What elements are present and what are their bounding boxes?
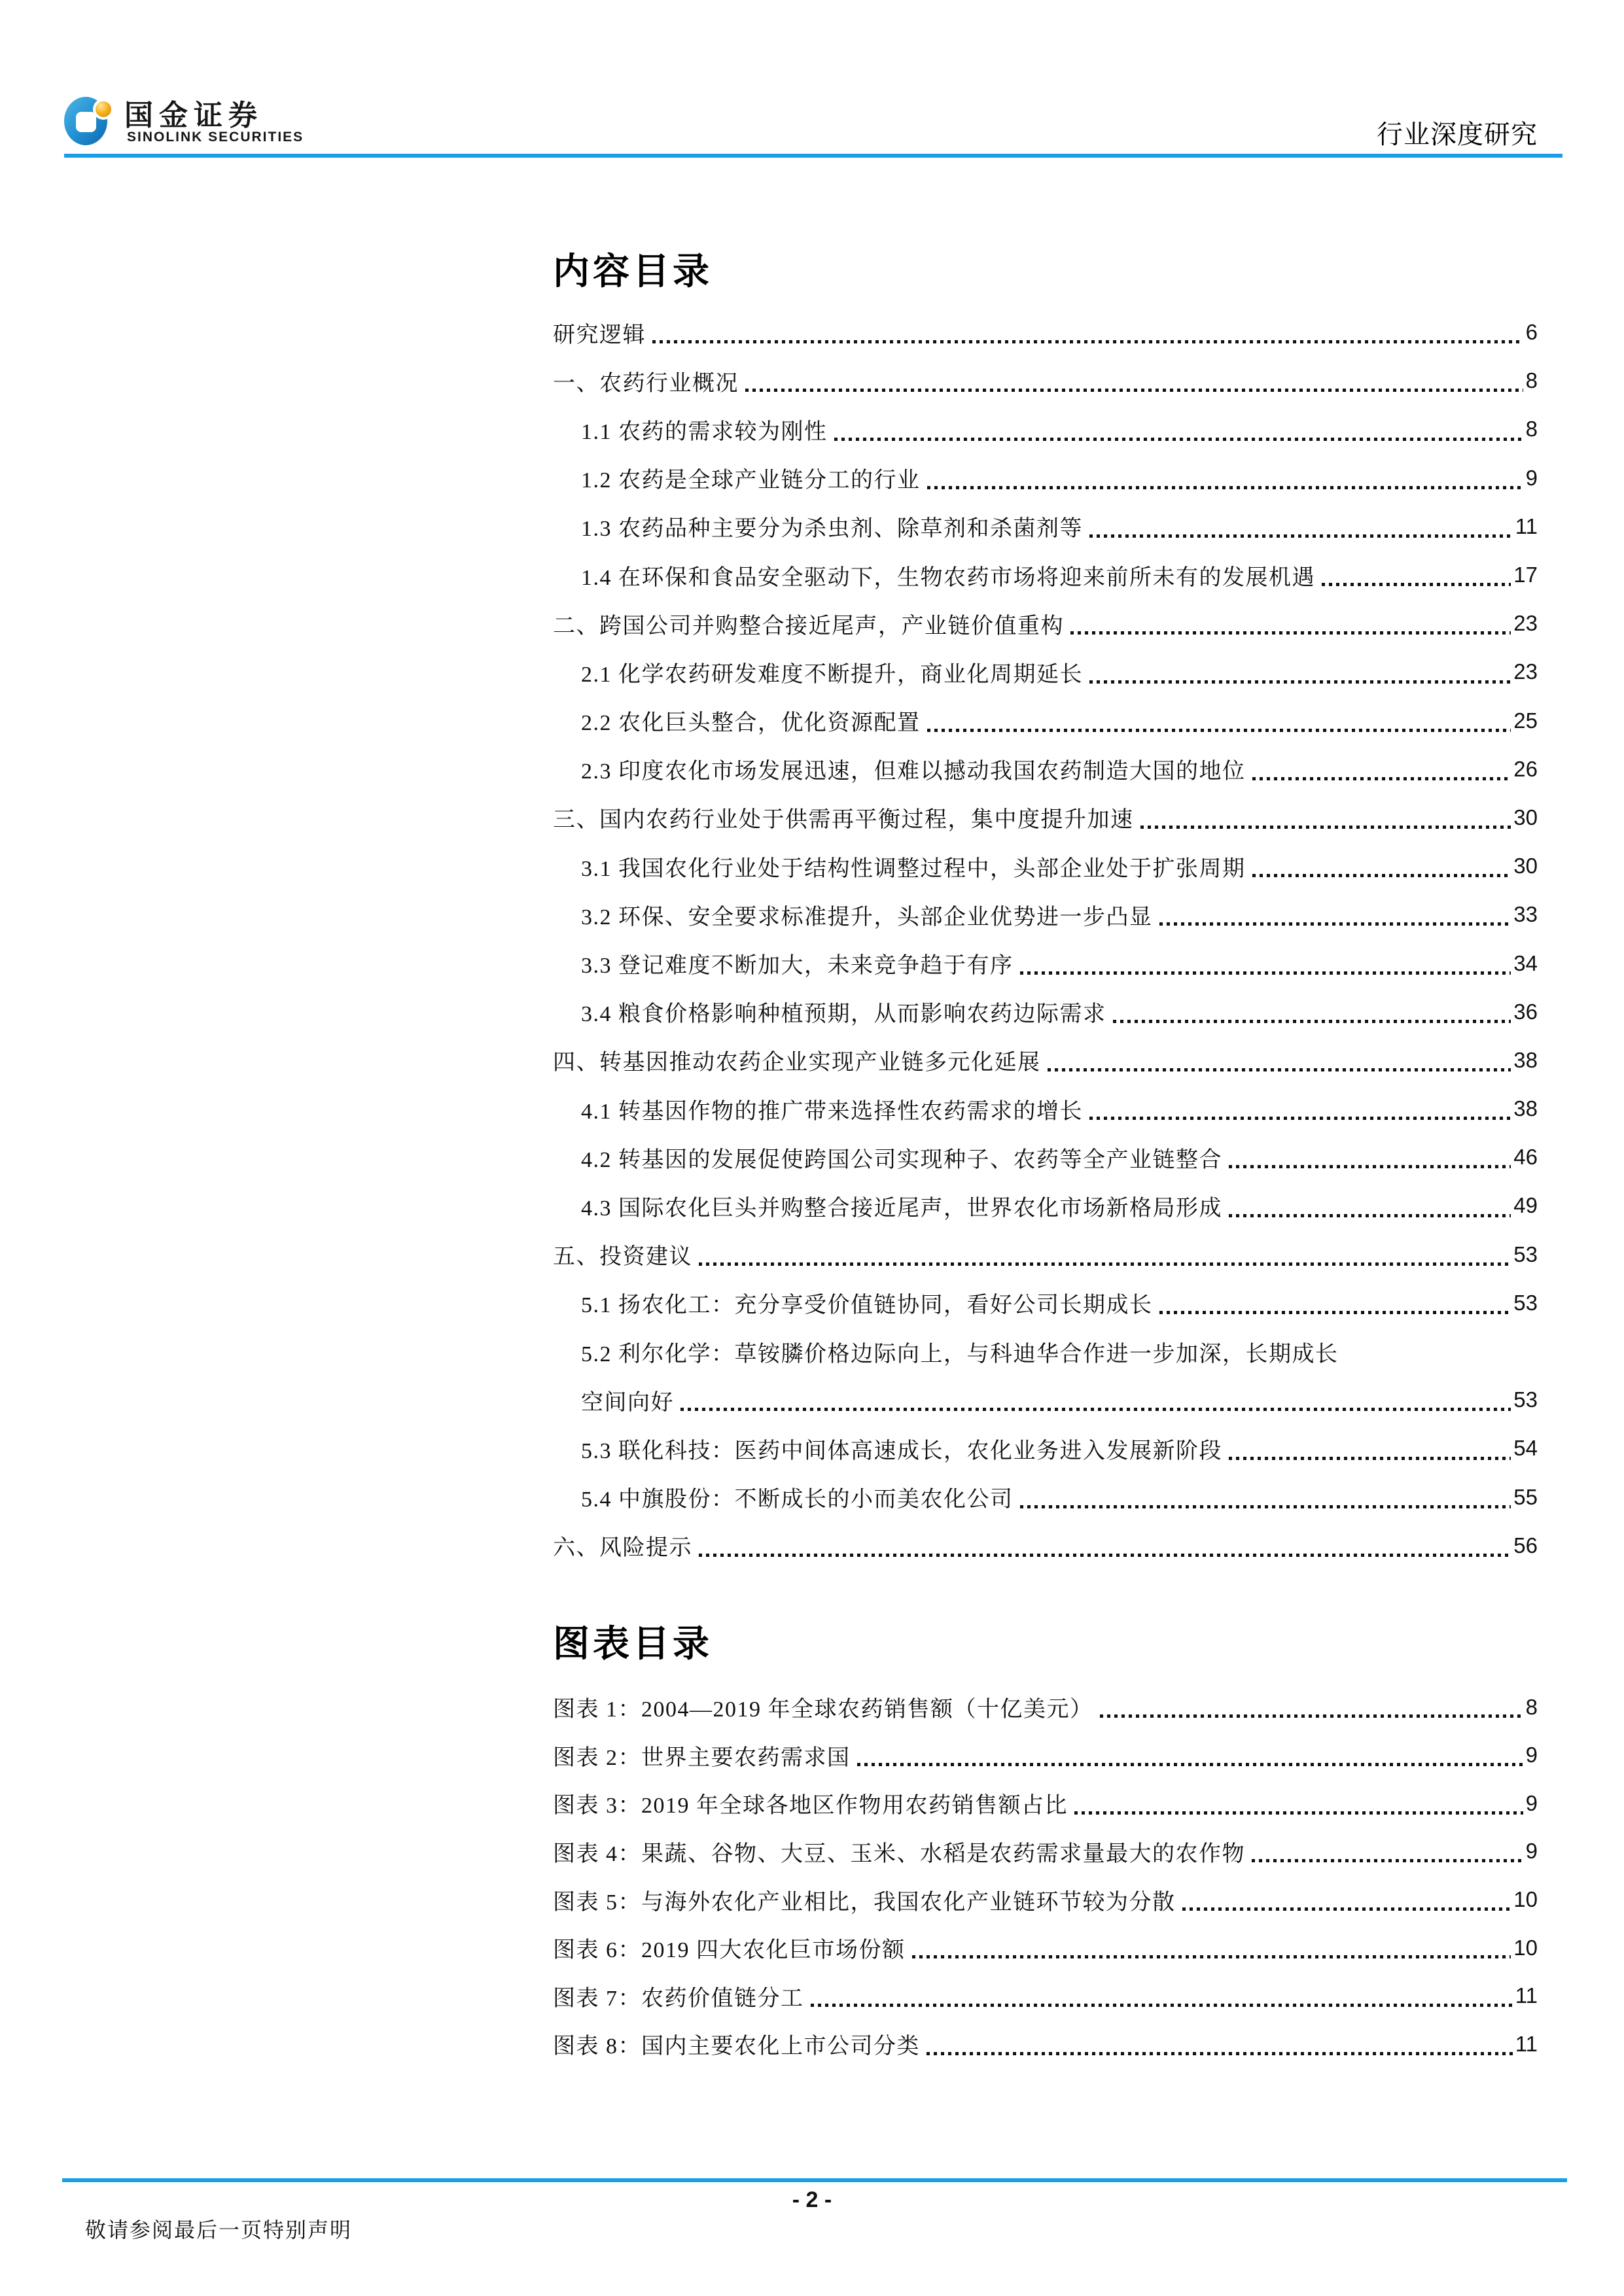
dot-leader-icon: [745, 389, 1523, 392]
toc-entry[interactable]: [553, 2020, 1538, 2068]
toc-entry[interactable]: [553, 1972, 1538, 2020]
toc-entry-page: 53: [1513, 1290, 1538, 1315]
toc-entry-label: 六、风险提示: [553, 1536, 692, 1561]
toc-entry-page: 26: [1513, 756, 1538, 781]
toc-entry[interactable]: [553, 308, 1538, 357]
dot-leader-icon: [1229, 1214, 1511, 1217]
toc-entry-label: 5.1 扬农化工：充分享受价值链协同，看好公司长期成长: [581, 1293, 1153, 1318]
dot-leader-icon: [927, 2052, 1513, 2055]
toc-entry-page: 46: [1513, 1145, 1538, 1170]
toc-entry[interactable]: [553, 1376, 1538, 1424]
toc-entry[interactable]: [553, 1036, 1538, 1085]
toc-entry-page: 23: [1513, 611, 1538, 636]
toc-entry-label: 图表 1：2004—2019 年全球农药销售额（十亿美元）: [553, 1697, 1093, 1722]
toc-entry-page: 6: [1525, 320, 1538, 345]
toc-entry[interactable]: [553, 1085, 1538, 1133]
toc-entry[interactable]: [553, 1683, 1538, 1731]
footer-divider: [62, 2178, 1567, 2182]
dot-leader-icon: [834, 438, 1523, 441]
toc-entry[interactable]: [553, 599, 1538, 648]
toc-entry-page: 11: [1515, 513, 1538, 538]
toc-entry[interactable]: [553, 1424, 1538, 1472]
toc-entry[interactable]: [553, 1875, 1538, 1924]
toc-entry-label: 2.3 印度农化市场发展迅速，但难以撼动我国农药制造大国的地位: [581, 759, 1246, 784]
toc-entry-page: 10: [1513, 1935, 1538, 1960]
toc-entry[interactable]: [553, 793, 1538, 842]
logo-company-name: 国金证券: [124, 99, 263, 131]
toc-entry-label: 图表 2：世界主要农药需求国: [553, 1745, 851, 1770]
dot-leader-icon: [1089, 534, 1513, 538]
toc-entry[interactable]: [553, 1779, 1538, 1828]
dot-leader-icon: [927, 729, 1511, 732]
toc-entry[interactable]: [553, 988, 1538, 1036]
toc-entry-label: 图表 4：果蔬、谷物、大豆、玉米、水稻是农药需求量最大的农作物: [553, 1841, 1245, 1866]
dot-leader-icon: [699, 1554, 1511, 1557]
dot-leader-icon: [1113, 1020, 1511, 1023]
toc-entry-page: 9: [1525, 465, 1538, 490]
toc-entry-label: 2.2 农化巨头整合，优化资源配置: [581, 711, 921, 736]
logo-company-name-en: SINOLINK SECURITIES: [127, 130, 304, 145]
toc-entry[interactable]: [553, 454, 1538, 502]
toc-entry[interactable]: [553, 842, 1538, 890]
toc-entry-page: 10: [1513, 1887, 1538, 1912]
report-category: 行业深度研究: [1377, 120, 1538, 149]
toc-entry-label: 图表 8：国内主要农化上市公司分类: [553, 2034, 920, 2059]
toc-entry-label: 五、投资建议: [553, 1245, 692, 1270]
dot-leader-icon: [1074, 1811, 1523, 1815]
toc-entry[interactable]: [553, 939, 1538, 987]
dot-leader-icon: [857, 1763, 1523, 1766]
toc-entry[interactable]: [553, 1181, 1538, 1230]
toc-entry-page: 54: [1513, 1436, 1538, 1461]
dot-leader-icon: [1100, 1714, 1523, 1718]
dot-leader-icon: [1089, 680, 1511, 684]
dot-leader-icon: [1322, 583, 1511, 586]
header-divider: [64, 154, 1562, 158]
toc-entry[interactable]: [553, 1731, 1538, 1779]
toc-entry-label: 二、跨国公司并购整合接近尾声，产业链价值重构: [553, 614, 1064, 638]
toc-entry-page: 49: [1513, 1193, 1538, 1218]
dot-leader-icon: [1229, 1165, 1511, 1168]
dot-leader-icon: [1252, 1859, 1523, 1862]
toc-entry[interactable]: [553, 1327, 1538, 1376]
dot-leader-icon: [1089, 1117, 1511, 1120]
toc-entry-label: 一、农药行业概况: [553, 371, 739, 396]
toc-entry-label: 1.1 农药的需求较为刚性: [581, 419, 828, 444]
toc-entry-page: 25: [1513, 708, 1538, 733]
dot-leader-icon: [1252, 777, 1511, 780]
toc-entry[interactable]: [553, 502, 1538, 551]
toc-entry-page: 30: [1513, 805, 1538, 829]
toc-entry-label: 5.3 联化科技：医药中间体高速成长，农化业务进入发展新阶段: [581, 1438, 1222, 1463]
toc-entry-label: 4.1 转基因作物的推广带来选择性农药需求的增长: [581, 1099, 1083, 1124]
sinolink-logo-icon: [64, 96, 116, 147]
toc-entry[interactable]: [553, 1473, 1538, 1522]
toc-entry-page: 38: [1513, 1047, 1538, 1072]
toc-entry[interactable]: [553, 1522, 1538, 1570]
toc-entry[interactable]: [553, 1230, 1538, 1279]
toc-list: [553, 308, 1538, 1570]
toc-entry-page: 55: [1513, 1484, 1538, 1509]
toc-entry[interactable]: [553, 745, 1538, 793]
footer-disclaimer: 敬请参阅最后一页特别声明: [85, 2218, 353, 2242]
dot-leader-icon: [1020, 1505, 1511, 1508]
dot-leader-icon: [1048, 1068, 1511, 1071]
toc-entry-page: 8: [1525, 417, 1538, 442]
dot-leader-icon: [1070, 631, 1511, 635]
toc-entry[interactable]: [553, 357, 1538, 405]
dot-leader-icon: [811, 2004, 1513, 2007]
dot-leader-icon: [1020, 971, 1511, 975]
dot-leader-icon: [912, 1955, 1511, 1958]
toc-entry-label: 图表 3：2019 年全球各地区作物用农药销售额占比: [553, 1794, 1068, 1818]
dot-leader-icon: [1140, 826, 1511, 829]
toc-entry-page: 9: [1525, 1839, 1538, 1864]
figures-title: 图表目录: [553, 1624, 713, 1665]
toc-entry[interactable]: [553, 1924, 1538, 1972]
dot-leader-icon: [927, 486, 1523, 489]
toc-entry-label: 3.3 登记难度不断加大，未来竞争趋于有序: [581, 954, 1014, 979]
toc-entry[interactable]: [553, 551, 1538, 599]
toc-entry-label: 图表 7：农药价值链分工: [553, 1986, 804, 2011]
toc-entry-label: 1.3 农药品种主要分为杀虫剂、除草剂和杀菌剂等: [581, 517, 1083, 542]
toc-entry-page: 9: [1525, 1743, 1538, 1767]
toc-entry-page: 33: [1513, 902, 1538, 927]
dot-leader-icon: [1229, 1457, 1511, 1460]
toc-entry-label: 3.4 粮食价格影响种植预期，从而影响农药边际需求: [581, 1002, 1106, 1027]
toc-entry-page: 11: [1515, 2031, 1538, 2056]
toc-entry[interactable]: [553, 890, 1538, 939]
toc-entry-label: 4.3 国际农化巨头并购整合接近尾声，世界农化市场新格局形成: [581, 1196, 1222, 1221]
toc-entry-page: 17: [1513, 563, 1538, 587]
toc-entry-page: 53: [1513, 1242, 1538, 1266]
toc-entry-page: 8: [1525, 368, 1538, 393]
toc-entry[interactable]: [553, 648, 1538, 696]
toc-entry[interactable]: [553, 405, 1538, 453]
dot-leader-icon: [1159, 922, 1511, 926]
toc-entry-label: 2.1 化学农药研发难度不断提升，商业化周期延长: [581, 662, 1083, 687]
toc-entry-label: 3.2 环保、安全要求标准提升，头部企业优势进一步凸显: [581, 905, 1153, 930]
toc-title: 内容目录: [553, 252, 713, 292]
toc-entry-label: 1.4 在环保和食品安全驱动下，生物农药市场将迎来前所未有的发展机遇: [581, 565, 1315, 590]
toc-entry[interactable]: [553, 1279, 1538, 1327]
toc-entry[interactable]: [553, 697, 1538, 745]
dot-leader-icon: [1159, 1311, 1511, 1314]
toc-entry-label: 空间向好: [581, 1390, 674, 1415]
toc-entry-label: 4.2 转基因的发展促使跨国公司实现种子、农药等全产业链整合: [581, 1147, 1222, 1172]
toc-content: [553, 252, 1538, 2068]
toc-entry-page: 9: [1525, 1790, 1538, 1815]
dot-leader-icon: [1252, 874, 1511, 877]
dot-leader-icon: [699, 1262, 1511, 1266]
toc-entry-label: 图表 5：与海外农化产业相比，我国农化产业链环节较为分散: [553, 1890, 1176, 1915]
toc-entry-page: 36: [1513, 999, 1538, 1024]
toc-entry[interactable]: [553, 1133, 1538, 1181]
toc-entry-page: 38: [1513, 1096, 1538, 1121]
toc-entry-page: 8: [1525, 1694, 1538, 1719]
toc-entry-page: 23: [1513, 659, 1538, 684]
toc-entry-page: 56: [1513, 1533, 1538, 1557]
toc-entry-page: 11: [1515, 1983, 1538, 2008]
toc-entry-label: 5.2 利尔化学：草铵膦价格边际向上，与科迪华合作进一步加深，长期成长: [581, 1342, 1339, 1366]
toc-entry-page: 34: [1513, 950, 1538, 975]
toc-entry-label: 四、转基因推动农药企业实现产业链多元化延展: [553, 1051, 1041, 1075]
figures-list: [553, 1683, 1538, 2068]
toc-entry-label: 图表 6：2019 四大农化巨市场份额: [553, 1938, 906, 1963]
toc-entry-label: 3.1 我国农化行业处于结构性调整过程中，头部企业处于扩张周期: [581, 856, 1246, 881]
dot-leader-icon: [1182, 1907, 1511, 1911]
page-number: - 2 -: [792, 2187, 832, 2212]
toc-entry-label: 研究逻辑: [553, 322, 646, 347]
toc-entry-label: 三、国内农药行业处于供需再平衡过程，集中度提升加速: [553, 808, 1134, 833]
toc-entry-page: 30: [1513, 854, 1538, 878]
toc-entry[interactable]: [553, 1828, 1538, 1876]
dot-leader-icon: [680, 1408, 1511, 1411]
toc-entry-label: 5.4 中旗股份：不断成长的小而美农化公司: [581, 1487, 1014, 1512]
toc-entry-page: 53: [1513, 1387, 1538, 1412]
dot-leader-icon: [652, 340, 1523, 343]
toc-entry-label: 1.2 农药是全球产业链分工的行业: [581, 468, 921, 493]
